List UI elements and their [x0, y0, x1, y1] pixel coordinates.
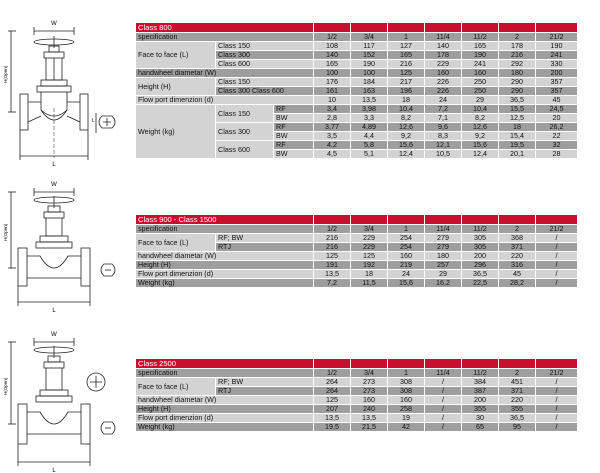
- value-cell: 160: [462, 69, 499, 78]
- value-cell: 8,2: [462, 114, 499, 123]
- value-cell: 180: [499, 69, 536, 78]
- width-letter-1: W: [51, 21, 57, 27]
- value-cell: 16,2: [425, 279, 462, 288]
- width-letter-3: W: [51, 332, 57, 338]
- class-label: Class 150: [216, 105, 274, 123]
- value-cell: 216: [314, 234, 351, 243]
- row-label: Face to face (L): [136, 42, 216, 69]
- value-cell: 316: [499, 261, 536, 270]
- class-label: Class 150: [216, 42, 314, 51]
- value-cell: 10,4: [462, 105, 499, 114]
- value-cell: 125: [314, 252, 351, 261]
- value-cell: 176: [314, 78, 351, 87]
- value-cell: 19: [388, 414, 425, 423]
- type-label: BW: [274, 132, 314, 141]
- value-cell: 9,2: [388, 132, 425, 141]
- value-cell: 229: [351, 234, 388, 243]
- value-cell: 3,3: [351, 114, 388, 123]
- row-label: handwheel diametar (W): [136, 252, 314, 261]
- value-cell: 4,89: [351, 123, 388, 132]
- value-cell: 12,4: [462, 150, 499, 159]
- size-cell: 2: [499, 225, 536, 234]
- value-cell: 330: [536, 60, 578, 69]
- value-cell: 216: [388, 60, 425, 69]
- type-label: RF: [274, 141, 314, 150]
- size-cell: 1: [388, 225, 425, 234]
- value-cell: /: [425, 405, 462, 414]
- value-cell: 24: [388, 270, 425, 279]
- value-cell: /: [425, 414, 462, 423]
- height-mark-3: H(Open): [3, 377, 8, 395]
- value-cell: /: [536, 405, 578, 414]
- value-cell: 273: [351, 378, 388, 387]
- size-cell: 1: [388, 369, 425, 378]
- size-cell: 21/2: [536, 33, 578, 42]
- value-cell: 29: [425, 270, 462, 279]
- size-cell: 11/2: [462, 225, 499, 234]
- row-label: Face to face (L): [136, 378, 216, 396]
- value-cell: 217: [388, 78, 425, 87]
- value-cell: 15,5: [499, 105, 536, 114]
- value-cell: 2,8: [314, 114, 351, 123]
- valve-drawing-class-2500: [4, 330, 132, 473]
- value-cell: 7,2: [425, 105, 462, 114]
- value-cell: 15,4: [499, 132, 536, 141]
- value-cell: 160: [388, 396, 425, 405]
- value-cell: 28,2: [499, 279, 536, 288]
- value-cell: 117: [351, 42, 388, 51]
- value-cell: /: [425, 378, 462, 387]
- value-cell: 190: [462, 51, 499, 60]
- value-cell: 18: [388, 96, 425, 105]
- type-label: BW: [274, 114, 314, 123]
- value-cell: 42: [388, 423, 425, 432]
- value-cell: 29: [462, 96, 499, 105]
- value-cell: 229: [425, 60, 462, 69]
- value-cell: 160: [388, 252, 425, 261]
- type-label: RF; BW: [216, 378, 314, 387]
- value-cell: 4,2: [314, 141, 351, 150]
- size-cell: 3/4: [351, 369, 388, 378]
- value-cell: /: [536, 261, 578, 270]
- value-cell: /: [536, 378, 578, 387]
- value-cell: 11,5: [351, 279, 388, 288]
- value-cell: 163: [351, 87, 388, 96]
- value-cell: 12,5: [499, 114, 536, 123]
- value-cell: 125: [351, 252, 388, 261]
- value-cell: 15,6: [388, 141, 425, 150]
- value-cell: 5,8: [351, 141, 388, 150]
- size-cell: 1/2: [314, 369, 351, 378]
- value-cell: 305: [462, 234, 499, 243]
- value-cell: 292: [499, 60, 536, 69]
- value-cell: 12,1: [425, 141, 462, 150]
- value-cell: 125: [314, 396, 351, 405]
- row-label: Face to face (L): [136, 234, 216, 252]
- value-cell: 18: [351, 270, 388, 279]
- value-cell: 368: [499, 234, 536, 243]
- size-cell: 1/2: [314, 225, 351, 234]
- class-label: Class 150: [216, 78, 314, 87]
- value-cell: 8,3: [425, 132, 462, 141]
- value-cell: 152: [351, 51, 388, 60]
- value-cell: 20,1: [499, 150, 536, 159]
- size-cell: 11/4: [425, 369, 462, 378]
- value-cell: 357: [536, 87, 578, 96]
- value-cell: 200: [462, 252, 499, 261]
- value-cell: 45: [536, 96, 578, 105]
- size-cell: 3/4: [351, 225, 388, 234]
- spec-table-class-2500: [135, 358, 578, 432]
- value-cell: 250: [462, 87, 499, 96]
- value-cell: 3,77: [314, 123, 351, 132]
- value-cell: 257: [425, 261, 462, 270]
- value-cell: 190: [536, 42, 578, 51]
- height-mark-2: H(Open): [3, 223, 8, 241]
- value-cell: 290: [499, 87, 536, 96]
- value-cell: 451: [499, 378, 536, 387]
- type-label: RTJ: [216, 243, 314, 252]
- type-label: RF; BW: [216, 234, 314, 243]
- value-cell: 264: [314, 387, 351, 396]
- value-cell: 10,5: [425, 150, 462, 159]
- value-cell: /: [536, 414, 578, 423]
- value-cell: 216: [314, 243, 351, 252]
- value-cell: 18: [499, 123, 536, 132]
- type-label: BW: [274, 150, 314, 159]
- value-cell: 160: [425, 69, 462, 78]
- value-cell: 216: [499, 51, 536, 60]
- size-cell: 11/4: [425, 33, 462, 42]
- value-cell: /: [536, 270, 578, 279]
- value-cell: 254: [388, 234, 425, 243]
- value-cell: 127: [388, 42, 425, 51]
- spec-table-class-800: [135, 22, 578, 159]
- value-cell: 355: [499, 405, 536, 414]
- value-cell: 22,5: [462, 279, 499, 288]
- type-label: RF: [274, 105, 314, 114]
- value-cell: 220: [499, 252, 536, 261]
- value-cell: 200: [462, 396, 499, 405]
- value-cell: 241: [462, 60, 499, 69]
- value-cell: 12,4: [388, 150, 425, 159]
- value-cell: 15,6: [462, 141, 499, 150]
- size-cell: 1/2: [314, 33, 351, 42]
- value-cell: 13,5: [314, 270, 351, 279]
- value-cell: 384: [462, 378, 499, 387]
- row-label: Height (H): [136, 78, 216, 96]
- row-label: handwheel diametar (W): [136, 396, 314, 405]
- value-cell: 7,1: [425, 114, 462, 123]
- type-label: RTJ: [216, 387, 314, 396]
- size-cell: 1: [388, 33, 425, 42]
- value-cell: 305: [462, 243, 499, 252]
- value-cell: 192: [351, 261, 388, 270]
- value-cell: 250: [462, 78, 499, 87]
- value-cell: 12,6: [462, 123, 499, 132]
- value-cell: 220: [499, 396, 536, 405]
- value-cell: 65: [462, 423, 499, 432]
- value-cell: 371: [499, 387, 536, 396]
- value-cell: 178: [499, 42, 536, 51]
- value-cell: 45: [499, 270, 536, 279]
- value-cell: 24,5: [536, 105, 578, 114]
- value-cell: 196: [388, 87, 425, 96]
- value-cell: 4,4: [351, 132, 388, 141]
- row-label: Flow port dimenzion (d): [136, 270, 314, 279]
- value-cell: 165: [462, 42, 499, 51]
- type-label: RF: [274, 123, 314, 132]
- value-cell: 28: [536, 150, 578, 159]
- valve-drawing-class-900-1500: [4, 180, 132, 315]
- value-cell: /: [425, 423, 462, 432]
- spec-label: specification: [136, 225, 314, 234]
- value-cell: /: [425, 387, 462, 396]
- size-cell: 11/2: [462, 369, 499, 378]
- value-cell: /: [536, 387, 578, 396]
- value-cell: 36,5: [462, 270, 499, 279]
- value-cell: 165: [314, 60, 351, 69]
- value-cell: 161: [314, 87, 351, 96]
- value-cell: 165: [388, 51, 425, 60]
- value-cell: 125: [388, 69, 425, 78]
- value-cell: 7,2: [314, 279, 351, 288]
- value-cell: 273: [351, 387, 388, 396]
- row-label: Height (H): [136, 261, 314, 270]
- value-cell: 371: [499, 243, 536, 252]
- value-cell: 13,5: [351, 96, 388, 105]
- class-label: Class 600: [216, 141, 274, 159]
- table-title: Class 800: [136, 23, 314, 33]
- length-letter-3: L: [52, 468, 56, 473]
- value-cell: 240: [351, 405, 388, 414]
- value-cell: /: [536, 279, 578, 288]
- table-title: Class 2500: [136, 359, 314, 369]
- value-cell: 108: [314, 42, 351, 51]
- size-cell: 2: [499, 369, 536, 378]
- value-cell: 100: [351, 69, 388, 78]
- value-cell: 184: [351, 78, 388, 87]
- value-cell: 308: [388, 378, 425, 387]
- table-title: Class 900 - Class 1500: [136, 215, 314, 225]
- value-cell: 95: [499, 423, 536, 432]
- value-cell: 21,5: [351, 423, 388, 432]
- row-label: Height (H): [136, 405, 314, 414]
- value-cell: 8,2: [388, 114, 425, 123]
- value-cell: 357: [536, 78, 578, 87]
- value-cell: 19,5: [499, 141, 536, 150]
- class-label: Class 300: [216, 123, 274, 141]
- valve-drawing-class-800: [4, 18, 132, 168]
- size-cell: 11/4: [425, 225, 462, 234]
- value-cell: 308: [388, 387, 425, 396]
- d1-label: L: [92, 118, 95, 124]
- value-cell: 24: [425, 96, 462, 105]
- width-letter-2: W: [51, 182, 57, 188]
- value-cell: 9,6: [425, 123, 462, 132]
- spec-table-class-900-1500: [135, 214, 578, 288]
- value-cell: /: [536, 243, 578, 252]
- value-cell: 254: [388, 243, 425, 252]
- value-cell: 191: [314, 261, 351, 270]
- height-mark-1: H(Open): [3, 65, 8, 83]
- value-cell: 3,98: [351, 105, 388, 114]
- value-cell: 180: [425, 252, 462, 261]
- value-cell: 160: [351, 396, 388, 405]
- spec-label: specification: [136, 369, 314, 378]
- value-cell: 26,2: [536, 123, 578, 132]
- row-label: Flow port dimenzion (d): [136, 414, 314, 423]
- value-cell: 226: [425, 78, 462, 87]
- value-cell: 219: [388, 261, 425, 270]
- value-cell: 36,5: [499, 96, 536, 105]
- value-cell: 13,5: [314, 414, 351, 423]
- value-cell: 3,5: [314, 132, 351, 141]
- value-cell: 296: [462, 261, 499, 270]
- class-label: Class 600: [216, 60, 314, 69]
- value-cell: /: [425, 396, 462, 405]
- value-cell: /: [536, 423, 578, 432]
- value-cell: 279: [425, 234, 462, 243]
- value-cell: 241: [536, 51, 578, 60]
- value-cell: /: [536, 252, 578, 261]
- class-label: Class 300: [216, 51, 314, 60]
- length-letter-2: L: [52, 308, 56, 314]
- size-cell: 21/2: [536, 225, 578, 234]
- value-cell: 13,5: [351, 414, 388, 423]
- value-cell: 290: [499, 78, 536, 87]
- row-label: Weight (kg): [136, 279, 314, 288]
- value-cell: 100: [314, 69, 351, 78]
- spec-label: specification: [136, 33, 314, 42]
- value-cell: 22: [536, 132, 578, 141]
- value-cell: 190: [351, 60, 388, 69]
- value-cell: 20: [536, 114, 578, 123]
- value-cell: 10: [314, 96, 351, 105]
- size-cell: 3/4: [351, 33, 388, 42]
- row-label: Weight (kg): [136, 105, 216, 159]
- value-cell: 178: [425, 51, 462, 60]
- value-cell: 10,4: [388, 105, 425, 114]
- value-cell: 226: [425, 87, 462, 96]
- value-cell: 30: [462, 414, 499, 423]
- value-cell: /: [536, 234, 578, 243]
- value-cell: 36,5: [499, 414, 536, 423]
- value-cell: 9,2: [462, 132, 499, 141]
- length-letter-1: L: [52, 162, 56, 168]
- value-cell: 207: [314, 405, 351, 414]
- value-cell: 229: [351, 243, 388, 252]
- value-cell: 264: [314, 378, 351, 387]
- size-cell: 2: [499, 33, 536, 42]
- value-cell: 4,5: [314, 150, 351, 159]
- value-cell: 355: [462, 405, 499, 414]
- value-cell: 3,4: [314, 105, 351, 114]
- value-cell: 387: [462, 387, 499, 396]
- value-cell: 32: [536, 141, 578, 150]
- value-cell: 12,6: [388, 123, 425, 132]
- value-cell: 5,1: [351, 150, 388, 159]
- value-cell: 200: [536, 69, 578, 78]
- value-cell: 19,5: [314, 423, 351, 432]
- value-cell: 15,6: [388, 279, 425, 288]
- size-cell: 11/2: [462, 33, 499, 42]
- row-label: Weight (kg): [136, 423, 314, 432]
- row-label: handwheel diametar (W): [136, 69, 314, 78]
- value-cell: 140: [425, 42, 462, 51]
- class-label: Class 300 Class 600: [216, 87, 314, 96]
- value-cell: /: [536, 396, 578, 405]
- value-cell: 140: [314, 51, 351, 60]
- value-cell: 258: [388, 405, 425, 414]
- row-label: Flow port dimenzion (d): [136, 96, 314, 105]
- size-cell: 21/2: [536, 369, 578, 378]
- value-cell: 279: [425, 243, 462, 252]
